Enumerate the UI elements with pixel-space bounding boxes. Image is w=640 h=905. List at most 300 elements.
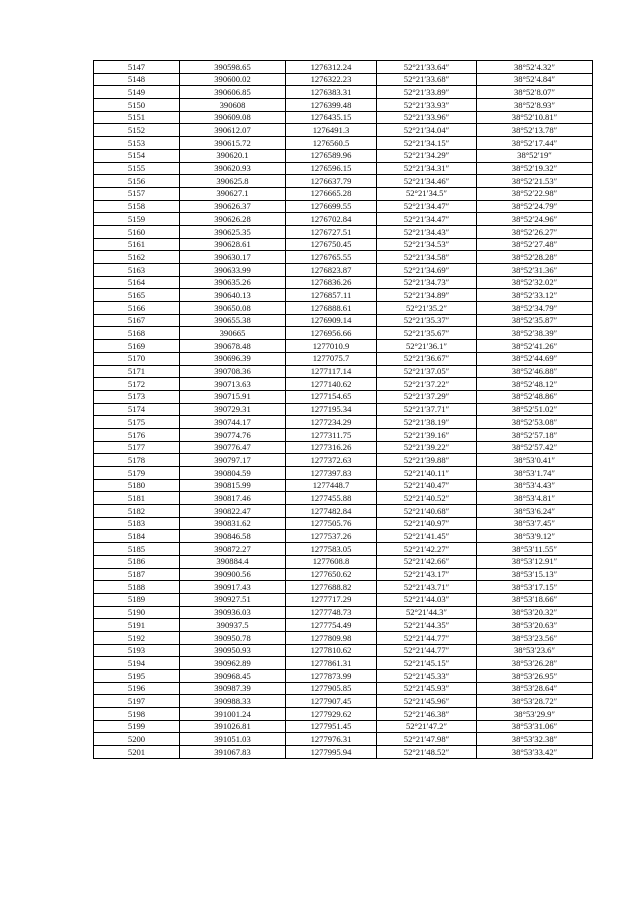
latitude-cell: 52°21′33.64″ bbox=[377, 61, 477, 74]
x-coordinate-cell: 390626.37 bbox=[180, 200, 286, 213]
x-coordinate-cell: 390633.99 bbox=[180, 264, 286, 277]
y-coordinate-cell: 1277311.75 bbox=[286, 428, 377, 441]
latitude-cell: 52°21′37.29″ bbox=[377, 390, 477, 403]
latitude-cell: 52°21′44.77″ bbox=[377, 644, 477, 657]
y-coordinate-cell: 1277010.9 bbox=[286, 340, 377, 353]
y-coordinate-cell: 1277907.45 bbox=[286, 695, 377, 708]
latitude-cell: 52°21′40.97″ bbox=[377, 517, 477, 530]
longitude-cell: 38°52′4.84″ bbox=[477, 73, 593, 86]
table-row bbox=[94, 302, 593, 315]
latitude-cell: 52°21′34.58″ bbox=[377, 251, 477, 264]
y-coordinate-cell: 1276560.5 bbox=[286, 137, 377, 150]
latitude-cell: 52°21′44.03″ bbox=[377, 593, 477, 606]
x-coordinate-cell: 390936.03 bbox=[180, 606, 286, 619]
latitude-cell: 52°21′45.15″ bbox=[377, 657, 477, 670]
point-number-cell: 5172 bbox=[94, 378, 180, 391]
latitude-cell: 52°21′34.89″ bbox=[377, 289, 477, 302]
x-coordinate-cell: 390797.17 bbox=[180, 454, 286, 467]
point-number-cell: 5177 bbox=[94, 441, 180, 454]
table-row bbox=[94, 733, 593, 746]
point-number-cell: 5184 bbox=[94, 530, 180, 543]
latitude-cell: 52°21′34.15″ bbox=[377, 137, 477, 150]
point-number-cell: 5169 bbox=[94, 340, 180, 353]
y-coordinate-cell: 1276699.55 bbox=[286, 200, 377, 213]
latitude-cell: 52°21′34.31″ bbox=[377, 162, 477, 175]
table-row bbox=[94, 631, 593, 644]
table-row bbox=[94, 340, 593, 353]
table-row bbox=[94, 555, 593, 568]
y-coordinate-cell: 1277505.76 bbox=[286, 517, 377, 530]
longitude-cell: 38°52′19″ bbox=[477, 149, 593, 162]
longitude-cell: 38°53′32.38″ bbox=[477, 733, 593, 746]
table-row bbox=[94, 124, 593, 137]
y-coordinate-cell: 1277372.63 bbox=[286, 454, 377, 467]
table-row bbox=[94, 365, 593, 378]
table-row bbox=[94, 73, 593, 86]
table-row bbox=[94, 61, 593, 74]
longitude-cell: 38°53′20.32″ bbox=[477, 606, 593, 619]
table-row bbox=[94, 187, 593, 200]
longitude-cell: 38°53′23.6″ bbox=[477, 644, 593, 657]
latitude-cell: 52°21′37.71″ bbox=[377, 403, 477, 416]
x-coordinate-cell: 390598.65 bbox=[180, 61, 286, 74]
x-coordinate-cell: 390625.8 bbox=[180, 175, 286, 188]
point-number-cell: 5170 bbox=[94, 352, 180, 365]
table-row bbox=[94, 327, 593, 340]
latitude-cell: 52°21′45.33″ bbox=[377, 670, 477, 683]
point-number-cell: 5154 bbox=[94, 149, 180, 162]
longitude-cell: 38°53′28.64″ bbox=[477, 682, 593, 695]
point-number-cell: 5197 bbox=[94, 695, 180, 708]
y-coordinate-cell: 1277748.73 bbox=[286, 606, 377, 619]
table-row bbox=[94, 403, 593, 416]
point-number-cell: 5189 bbox=[94, 593, 180, 606]
table-row bbox=[94, 416, 593, 429]
latitude-cell: 52°21′37.05″ bbox=[377, 365, 477, 378]
longitude-cell: 38°52′28.28″ bbox=[477, 251, 593, 264]
point-number-cell: 5167 bbox=[94, 314, 180, 327]
latitude-cell: 52°21′38.19″ bbox=[377, 416, 477, 429]
point-number-cell: 5182 bbox=[94, 505, 180, 518]
longitude-cell: 38°52′21.53″ bbox=[477, 175, 593, 188]
latitude-cell: 52°21′44.3″ bbox=[377, 606, 477, 619]
latitude-cell: 52°21′42.27″ bbox=[377, 543, 477, 556]
x-coordinate-cell: 390937.5 bbox=[180, 619, 286, 632]
table-row bbox=[94, 467, 593, 480]
y-coordinate-cell: 1276765.55 bbox=[286, 251, 377, 264]
longitude-cell: 38°52′51.02″ bbox=[477, 403, 593, 416]
y-coordinate-cell: 1277154.65 bbox=[286, 390, 377, 403]
table-row bbox=[94, 200, 593, 213]
y-coordinate-cell: 1277754.49 bbox=[286, 619, 377, 632]
x-coordinate-cell: 390776.47 bbox=[180, 441, 286, 454]
x-coordinate-cell: 390817.46 bbox=[180, 492, 286, 505]
table-row bbox=[94, 149, 593, 162]
x-coordinate-cell: 390872.27 bbox=[180, 543, 286, 556]
longitude-cell: 38°53′4.81″ bbox=[477, 492, 593, 505]
longitude-cell: 38°52′24.79″ bbox=[477, 200, 593, 213]
y-coordinate-cell: 1277117.14 bbox=[286, 365, 377, 378]
x-coordinate-cell: 390640.13 bbox=[180, 289, 286, 302]
longitude-cell: 38°53′26.95″ bbox=[477, 670, 593, 683]
point-number-cell: 5191 bbox=[94, 619, 180, 632]
y-coordinate-cell: 1277861.31 bbox=[286, 657, 377, 670]
latitude-cell: 52°21′45.96″ bbox=[377, 695, 477, 708]
table-row bbox=[94, 352, 593, 365]
point-number-cell: 5198 bbox=[94, 708, 180, 721]
table-row bbox=[94, 543, 593, 556]
x-coordinate-cell: 391001.24 bbox=[180, 708, 286, 721]
table-row bbox=[94, 314, 593, 327]
x-coordinate-cell: 390987.39 bbox=[180, 682, 286, 695]
point-number-cell: 5192 bbox=[94, 631, 180, 644]
x-coordinate-cell: 390615.72 bbox=[180, 137, 286, 150]
point-number-cell: 5171 bbox=[94, 365, 180, 378]
x-coordinate-cell: 390655.38 bbox=[180, 314, 286, 327]
x-coordinate-cell: 390804.59 bbox=[180, 467, 286, 480]
table-row bbox=[94, 695, 593, 708]
x-coordinate-cell: 390729.31 bbox=[180, 403, 286, 416]
longitude-cell: 38°52′32.02″ bbox=[477, 276, 593, 289]
table-row bbox=[94, 568, 593, 581]
longitude-cell: 38°53′4.43″ bbox=[477, 479, 593, 492]
table-row bbox=[94, 593, 593, 606]
point-number-cell: 5158 bbox=[94, 200, 180, 213]
latitude-cell: 52°21′35.37″ bbox=[377, 314, 477, 327]
y-coordinate-cell: 1277140.62 bbox=[286, 378, 377, 391]
point-number-cell: 5157 bbox=[94, 187, 180, 200]
y-coordinate-cell: 1277810.62 bbox=[286, 644, 377, 657]
latitude-cell: 52°21′47.2″ bbox=[377, 720, 477, 733]
latitude-cell: 52°21′40.11″ bbox=[377, 467, 477, 480]
x-coordinate-cell: 390612.07 bbox=[180, 124, 286, 137]
x-coordinate-cell: 390628.61 bbox=[180, 238, 286, 251]
latitude-cell: 52°21′34.04″ bbox=[377, 124, 477, 137]
point-number-cell: 5174 bbox=[94, 403, 180, 416]
point-number-cell: 5195 bbox=[94, 670, 180, 683]
point-number-cell: 5196 bbox=[94, 682, 180, 695]
point-number-cell: 5156 bbox=[94, 175, 180, 188]
y-coordinate-cell: 1277075.7 bbox=[286, 352, 377, 365]
longitude-cell: 38°52′48.86″ bbox=[477, 390, 593, 403]
x-coordinate-cell: 390630.17 bbox=[180, 251, 286, 264]
table-row bbox=[94, 670, 593, 683]
table-row bbox=[94, 746, 593, 759]
x-coordinate-cell: 390620.93 bbox=[180, 162, 286, 175]
table-row bbox=[94, 441, 593, 454]
table-row bbox=[94, 175, 593, 188]
point-number-cell: 5187 bbox=[94, 568, 180, 581]
longitude-cell: 38°53′23.56″ bbox=[477, 631, 593, 644]
coordinates-table bbox=[93, 60, 593, 759]
longitude-cell: 38°53′28.72″ bbox=[477, 695, 593, 708]
point-number-cell: 5150 bbox=[94, 99, 180, 112]
latitude-cell: 52°21′39.16″ bbox=[377, 428, 477, 441]
table-row bbox=[94, 682, 593, 695]
y-coordinate-cell: 1276435.15 bbox=[286, 111, 377, 124]
y-coordinate-cell: 1277195.34 bbox=[286, 403, 377, 416]
longitude-cell: 38°52′17.44″ bbox=[477, 137, 593, 150]
point-number-cell: 5149 bbox=[94, 86, 180, 99]
longitude-cell: 38°52′48.12″ bbox=[477, 378, 593, 391]
point-number-cell: 5160 bbox=[94, 225, 180, 238]
y-coordinate-cell: 1277650.62 bbox=[286, 568, 377, 581]
latitude-cell: 52°21′47.98″ bbox=[377, 733, 477, 746]
table-row bbox=[94, 492, 593, 505]
longitude-cell: 38°52′57.42″ bbox=[477, 441, 593, 454]
latitude-cell: 52°21′45.93″ bbox=[377, 682, 477, 695]
longitude-cell: 38°53′12.91″ bbox=[477, 555, 593, 568]
point-number-cell: 5200 bbox=[94, 733, 180, 746]
latitude-cell: 52°21′35.2″ bbox=[377, 302, 477, 315]
latitude-cell: 52°21′39.22″ bbox=[377, 441, 477, 454]
table-row bbox=[94, 606, 593, 619]
point-number-cell: 5183 bbox=[94, 517, 180, 530]
x-coordinate-cell: 390927.51 bbox=[180, 593, 286, 606]
latitude-cell: 52°21′40.47″ bbox=[377, 479, 477, 492]
longitude-cell: 38°52′33.12″ bbox=[477, 289, 593, 302]
longitude-cell: 38°52′35.87″ bbox=[477, 314, 593, 327]
y-coordinate-cell: 1276750.45 bbox=[286, 238, 377, 251]
y-coordinate-cell: 1277976.31 bbox=[286, 733, 377, 746]
point-number-cell: 5151 bbox=[94, 111, 180, 124]
table-row bbox=[94, 289, 593, 302]
table-row bbox=[94, 264, 593, 277]
y-coordinate-cell: 1276888.61 bbox=[286, 302, 377, 315]
y-coordinate-cell: 1276857.11 bbox=[286, 289, 377, 302]
x-coordinate-cell: 390627.1 bbox=[180, 187, 286, 200]
latitude-cell: 52°21′46.38″ bbox=[377, 708, 477, 721]
x-coordinate-cell: 390635.26 bbox=[180, 276, 286, 289]
point-number-cell: 5165 bbox=[94, 289, 180, 302]
x-coordinate-cell: 390665 bbox=[180, 327, 286, 340]
x-coordinate-cell: 390846.58 bbox=[180, 530, 286, 543]
longitude-cell: 38°52′46.88″ bbox=[477, 365, 593, 378]
latitude-cell: 52°21′36.67″ bbox=[377, 352, 477, 365]
longitude-cell: 38°52′41.26″ bbox=[477, 340, 593, 353]
table-row bbox=[94, 708, 593, 721]
y-coordinate-cell: 1276399.48 bbox=[286, 99, 377, 112]
point-number-cell: 5190 bbox=[94, 606, 180, 619]
point-number-cell: 5161 bbox=[94, 238, 180, 251]
y-coordinate-cell: 1276312.24 bbox=[286, 61, 377, 74]
point-number-cell: 5168 bbox=[94, 327, 180, 340]
x-coordinate-cell: 390774.76 bbox=[180, 428, 286, 441]
longitude-cell: 38°53′11.55″ bbox=[477, 543, 593, 556]
longitude-cell: 38°52′22.98″ bbox=[477, 187, 593, 200]
point-number-cell: 5178 bbox=[94, 454, 180, 467]
y-coordinate-cell: 1277397.83 bbox=[286, 467, 377, 480]
point-number-cell: 5181 bbox=[94, 492, 180, 505]
longitude-cell: 38°52′24.96″ bbox=[477, 213, 593, 226]
latitude-cell: 52°21′34.46″ bbox=[377, 175, 477, 188]
table-row bbox=[94, 479, 593, 492]
y-coordinate-cell: 1277995.94 bbox=[286, 746, 377, 759]
y-coordinate-cell: 1276383.31 bbox=[286, 86, 377, 99]
point-number-cell: 5155 bbox=[94, 162, 180, 175]
x-coordinate-cell: 390815.99 bbox=[180, 479, 286, 492]
table-row bbox=[94, 581, 593, 594]
longitude-cell: 38°53′18.66″ bbox=[477, 593, 593, 606]
latitude-cell: 52°21′44.35″ bbox=[377, 619, 477, 632]
y-coordinate-cell: 1277608.8 bbox=[286, 555, 377, 568]
y-coordinate-cell: 1277905.85 bbox=[286, 682, 377, 695]
latitude-cell: 52°21′48.52″ bbox=[377, 746, 477, 759]
x-coordinate-cell: 390708.36 bbox=[180, 365, 286, 378]
y-coordinate-cell: 1277316.26 bbox=[286, 441, 377, 454]
latitude-cell: 52°21′39.88″ bbox=[377, 454, 477, 467]
point-number-cell: 5162 bbox=[94, 251, 180, 264]
x-coordinate-cell: 391067.83 bbox=[180, 746, 286, 759]
latitude-cell: 52°21′44.77″ bbox=[377, 631, 477, 644]
longitude-cell: 38°52′31.36″ bbox=[477, 264, 593, 277]
x-coordinate-cell: 390650.08 bbox=[180, 302, 286, 315]
point-number-cell: 5163 bbox=[94, 264, 180, 277]
table-row bbox=[94, 137, 593, 150]
x-coordinate-cell: 390831.62 bbox=[180, 517, 286, 530]
x-coordinate-cell: 390950.93 bbox=[180, 644, 286, 657]
longitude-cell: 38°52′38.39″ bbox=[477, 327, 593, 340]
x-coordinate-cell: 390609.08 bbox=[180, 111, 286, 124]
longitude-cell: 38°53′7.45″ bbox=[477, 517, 593, 530]
x-coordinate-cell: 390715.91 bbox=[180, 390, 286, 403]
latitude-cell: 52°21′34.47″ bbox=[377, 213, 477, 226]
table-row bbox=[94, 238, 593, 251]
longitude-cell: 38°53′9.12″ bbox=[477, 530, 593, 543]
point-number-cell: 5176 bbox=[94, 428, 180, 441]
point-number-cell: 5185 bbox=[94, 543, 180, 556]
longitude-cell: 38°53′17.15″ bbox=[477, 581, 593, 594]
latitude-cell: 52°21′37.22″ bbox=[377, 378, 477, 391]
longitude-cell: 38°52′27.48″ bbox=[477, 238, 593, 251]
latitude-cell: 52°21′34.73″ bbox=[377, 276, 477, 289]
y-coordinate-cell: 1276589.96 bbox=[286, 149, 377, 162]
y-coordinate-cell: 1276836.26 bbox=[286, 276, 377, 289]
y-coordinate-cell: 1276596.15 bbox=[286, 162, 377, 175]
coordinates-table-body bbox=[94, 61, 593, 759]
point-number-cell: 5179 bbox=[94, 467, 180, 480]
longitude-cell: 38°52′57.18″ bbox=[477, 428, 593, 441]
latitude-cell: 52°21′43.71″ bbox=[377, 581, 477, 594]
point-number-cell: 5152 bbox=[94, 124, 180, 137]
latitude-cell: 52°21′33.89″ bbox=[377, 86, 477, 99]
y-coordinate-cell: 1277929.62 bbox=[286, 708, 377, 721]
table-row bbox=[94, 720, 593, 733]
table-row bbox=[94, 619, 593, 632]
x-coordinate-cell: 391051.03 bbox=[180, 733, 286, 746]
point-number-cell: 5175 bbox=[94, 416, 180, 429]
longitude-cell: 38°53′20.63″ bbox=[477, 619, 593, 632]
y-coordinate-cell: 1276909.14 bbox=[286, 314, 377, 327]
longitude-cell: 38°53′33.42″ bbox=[477, 746, 593, 759]
latitude-cell: 52°21′42.66″ bbox=[377, 555, 477, 568]
y-coordinate-cell: 1277951.45 bbox=[286, 720, 377, 733]
x-coordinate-cell: 390600.02 bbox=[180, 73, 286, 86]
y-coordinate-cell: 1277873.99 bbox=[286, 670, 377, 683]
y-coordinate-cell: 1276956.66 bbox=[286, 327, 377, 340]
y-coordinate-cell: 1277448.7 bbox=[286, 479, 377, 492]
x-coordinate-cell: 390625.35 bbox=[180, 225, 286, 238]
y-coordinate-cell: 1277482.84 bbox=[286, 505, 377, 518]
longitude-cell: 38°53′6.24″ bbox=[477, 505, 593, 518]
x-coordinate-cell: 390678.48 bbox=[180, 340, 286, 353]
latitude-cell: 52°21′34.47″ bbox=[377, 200, 477, 213]
point-number-cell: 5193 bbox=[94, 644, 180, 657]
x-coordinate-cell: 390900.56 bbox=[180, 568, 286, 581]
latitude-cell: 52°21′34.69″ bbox=[377, 264, 477, 277]
latitude-cell: 52°21′33.68″ bbox=[377, 73, 477, 86]
point-number-cell: 5186 bbox=[94, 555, 180, 568]
y-coordinate-cell: 1277688.82 bbox=[286, 581, 377, 594]
latitude-cell: 52°21′33.96″ bbox=[377, 111, 477, 124]
longitude-cell: 38°52′8.93″ bbox=[477, 99, 593, 112]
latitude-cell: 52°21′34.29″ bbox=[377, 149, 477, 162]
table-row bbox=[94, 644, 593, 657]
table-row bbox=[94, 530, 593, 543]
x-coordinate-cell: 390696.39 bbox=[180, 352, 286, 365]
longitude-cell: 38°52′10.81″ bbox=[477, 111, 593, 124]
latitude-cell: 52°21′34.5″ bbox=[377, 187, 477, 200]
x-coordinate-cell: 390822.47 bbox=[180, 505, 286, 518]
table-row bbox=[94, 390, 593, 403]
x-coordinate-cell: 390620.1 bbox=[180, 149, 286, 162]
longitude-cell: 38°53′15.13″ bbox=[477, 568, 593, 581]
point-number-cell: 5153 bbox=[94, 137, 180, 150]
point-number-cell: 5147 bbox=[94, 61, 180, 74]
y-coordinate-cell: 1276322.23 bbox=[286, 73, 377, 86]
point-number-cell: 5148 bbox=[94, 73, 180, 86]
x-coordinate-cell: 390962.89 bbox=[180, 657, 286, 670]
x-coordinate-cell: 390884.4 bbox=[180, 555, 286, 568]
y-coordinate-cell: 1276727.51 bbox=[286, 225, 377, 238]
x-coordinate-cell: 390917.43 bbox=[180, 581, 286, 594]
y-coordinate-cell: 1277809.98 bbox=[286, 631, 377, 644]
x-coordinate-cell: 390950.78 bbox=[180, 631, 286, 644]
latitude-cell: 52°21′35.67″ bbox=[377, 327, 477, 340]
longitude-cell: 38°52′4.32″ bbox=[477, 61, 593, 74]
y-coordinate-cell: 1277717.29 bbox=[286, 593, 377, 606]
y-coordinate-cell: 1277455.88 bbox=[286, 492, 377, 505]
table-row bbox=[94, 657, 593, 670]
x-coordinate-cell: 390744.17 bbox=[180, 416, 286, 429]
x-coordinate-cell: 390713.63 bbox=[180, 378, 286, 391]
table-row bbox=[94, 378, 593, 391]
y-coordinate-cell: 1276491.3 bbox=[286, 124, 377, 137]
table-row bbox=[94, 454, 593, 467]
y-coordinate-cell: 1277537.26 bbox=[286, 530, 377, 543]
y-coordinate-cell: 1276823.87 bbox=[286, 264, 377, 277]
point-number-cell: 5201 bbox=[94, 746, 180, 759]
latitude-cell: 52°21′40.68″ bbox=[377, 505, 477, 518]
table-row bbox=[94, 276, 593, 289]
y-coordinate-cell: 1277234.29 bbox=[286, 416, 377, 429]
table-row bbox=[94, 505, 593, 518]
y-coordinate-cell: 1277583.05 bbox=[286, 543, 377, 556]
longitude-cell: 38°52′26.27″ bbox=[477, 225, 593, 238]
table-row bbox=[94, 428, 593, 441]
table-row bbox=[94, 86, 593, 99]
x-coordinate-cell: 391026.81 bbox=[180, 720, 286, 733]
latitude-cell: 52°21′36.1″ bbox=[377, 340, 477, 353]
x-coordinate-cell: 390608 bbox=[180, 99, 286, 112]
table-row bbox=[94, 111, 593, 124]
x-coordinate-cell: 390988.33 bbox=[180, 695, 286, 708]
x-coordinate-cell: 390968.45 bbox=[180, 670, 286, 683]
point-number-cell: 5159 bbox=[94, 213, 180, 226]
table-row bbox=[94, 99, 593, 112]
longitude-cell: 38°53′0.41″ bbox=[477, 454, 593, 467]
longitude-cell: 38°52′19.32″ bbox=[477, 162, 593, 175]
